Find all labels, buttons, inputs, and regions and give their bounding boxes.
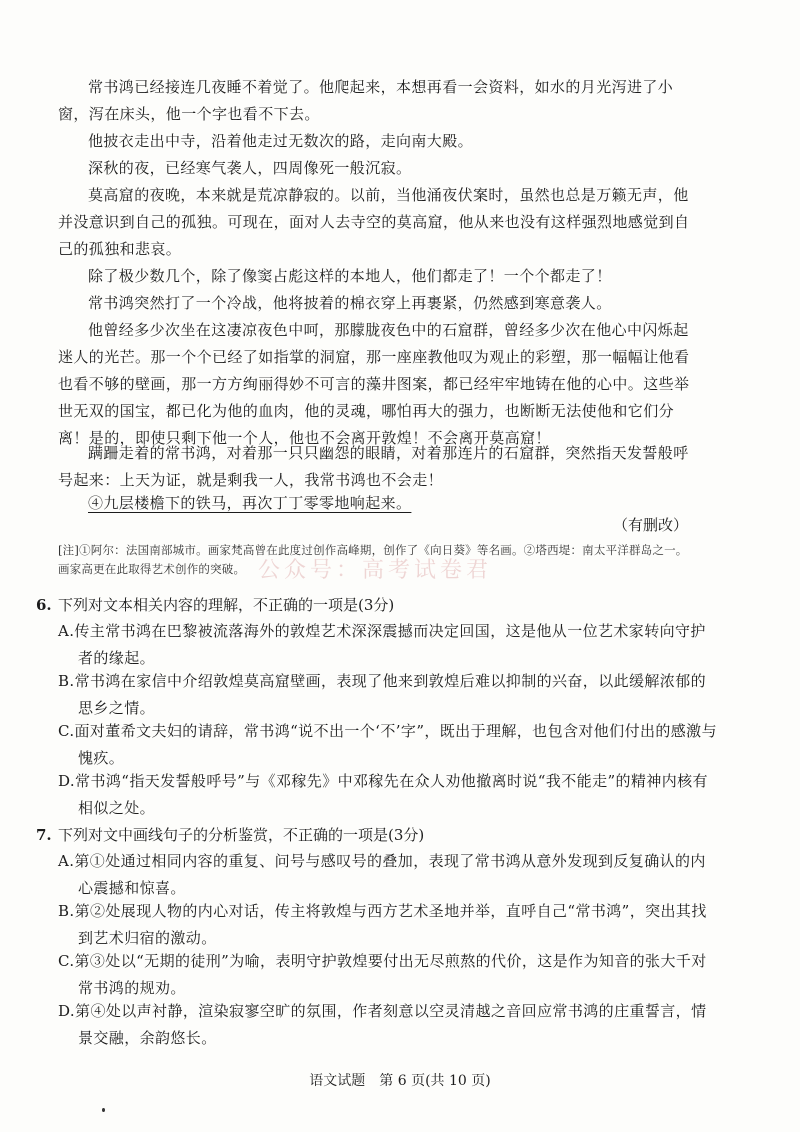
question-6-option-c: C.面对董希文夫妇的请辞，常书鸿“说不出一个‘不’字”，既出于理解，也包含对他们付出的感激与愧疚。 [58,722,717,767]
underlined-sentence-text: ④九层楼檐下的铁马，再次丁丁零零地响起来。 [88,494,412,512]
question-7-number: 7. [36,826,52,844]
question-7-option-d: D.第④处以声衬静，渲染寂寥空旷的氛围，作者刻意以空灵清越之音回应常书鸿的庄重誓言，情景交融，余韵悠长。 [58,1002,707,1047]
passage-paragraph-7: 他曾经多少次坐在这凄凉夜色中呵，那朦胧夜色中的石窟群，曾经多少次在他心中闪烁起迷人的光芒。那一个个已经了如指掌的洞窟，那一座座教他叹为观止的彩塑，那一幅幅让他看也看不够的壁画，那一方方绚丽得妙不可言的藻井图案，都已经牢牢地铸在他的心中。这些举世无双的国宝，都已化为他的血肉，他的灵魂，哪怕再大的强力，也断断无法使他和它们分离！是的，即使只剩下他一个人，他也不会离开敦煌！不会离开莫高窟！ [58,321,690,447]
passage-paragraph-3: 深秋的夜，已经寒气袭人，四周像死一般沉寂。 [88,159,412,177]
question-7-stem [36,822,716,848]
annotation-note: [注]①阿尔：法国南部城市。画家梵高曾在此度过创作高峰期，创作了《向日葵》等名画。②塔西堤：南太平洋群岛之一。画家高更在此取得艺术创作的突破。 [58,543,688,576]
question-6-option-d: D.常书鸿“指天发誓般呼号”与《邓稼先》中邓稼先在众人劝他撤离时说“我不能走”的精神内核有相似之处。 [58,772,708,817]
question-7-option-a: A.第①处通过相同内容的重复、问号与感叹号的叠加，表现了常书鸿从意外发现到反复确认的内心震撼和惊喜。 [58,852,706,897]
page-footer: 语文试题 第 6 页(共 10 页) [309,1073,491,1089]
underlined-sentence-4 [58,490,698,517]
watermark: 公众号：高考试卷君 [258,558,493,583]
passage-paragraph-1: 常书鸿已经接连几夜睡不着觉了。他爬起来，本想再看一会资料，如水的月光泻进了小窗，泻在床头，他一个字也看不下去。 [58,78,674,123]
scan-speck [102,1108,105,1112]
question-6-option-a: A.传主常书鸿在巴黎被流落海外的敦煌艺术深深震撼而决定回国，这是他从一位艺术家转向守护者的缘起。 [58,622,706,667]
question-6-option-b: B.常书鸿在家信中介绍敦煌莫高窟壁画，表现了他来到敦煌后难以抑制的兴奋，以此缓解浓郁的思乡之情。 [58,672,706,717]
question-7-option-b: B.第②处展现人物的内心对话，传主将敦煌与西方艺术圣地并举，直呼自己“常书鸿”，突出其找到艺术归宿的激动。 [58,902,707,947]
question-7-text: 下列对文中画线句子的分析鉴赏，不正确的一项是(3分) [58,826,425,844]
question-6-number: 6. [36,596,52,614]
question-6-stem [36,592,716,618]
question-6-text: 下列对文本相关内容的理解，不正确的一项是(3分) [58,596,395,614]
question-7-option-c: C.第③处以“无期的徒刑”为喻，表明守护敦煌要付出无尽煎熬的代价，这是作为知音的张大千对常书鸿的规劝。 [58,952,707,997]
passage-paragraph-8: 蹒跚走着的常书鸿，对着那一只只幽怨的眼睛，对着那连片的石窟群，突然指天发誓般呼号起来：上天为证，就是剩我一人，我常书鸿也不会走！ [58,444,689,489]
source-note: （有删改） [612,516,688,534]
passage-paragraph-6: 常书鸿突然打了一个冷战，他将披着的棉衣穿上再裹紧，仍然感到寒意袭人。 [88,294,612,312]
passage-paragraph-4: 莫高窟的夜晚，本来就是荒凉静寂的。以前，当他涌夜伏案时，虽然也总是万籁无声，他并没意识到自己的孤独。可现在，面对人去寺空的莫高窟，他从来也没有这样强烈地感觉到自己的孤独和悲哀。 [58,186,690,258]
passage-paragraph-5: 除了极少数几个，除了像窦占彪这样的本地人，他们都走了！一个个都走了！ [88,267,612,285]
passage-paragraph-2: 他披衣走出中寺，沿着他走过无数次的路，走向南大殿。 [88,132,474,150]
